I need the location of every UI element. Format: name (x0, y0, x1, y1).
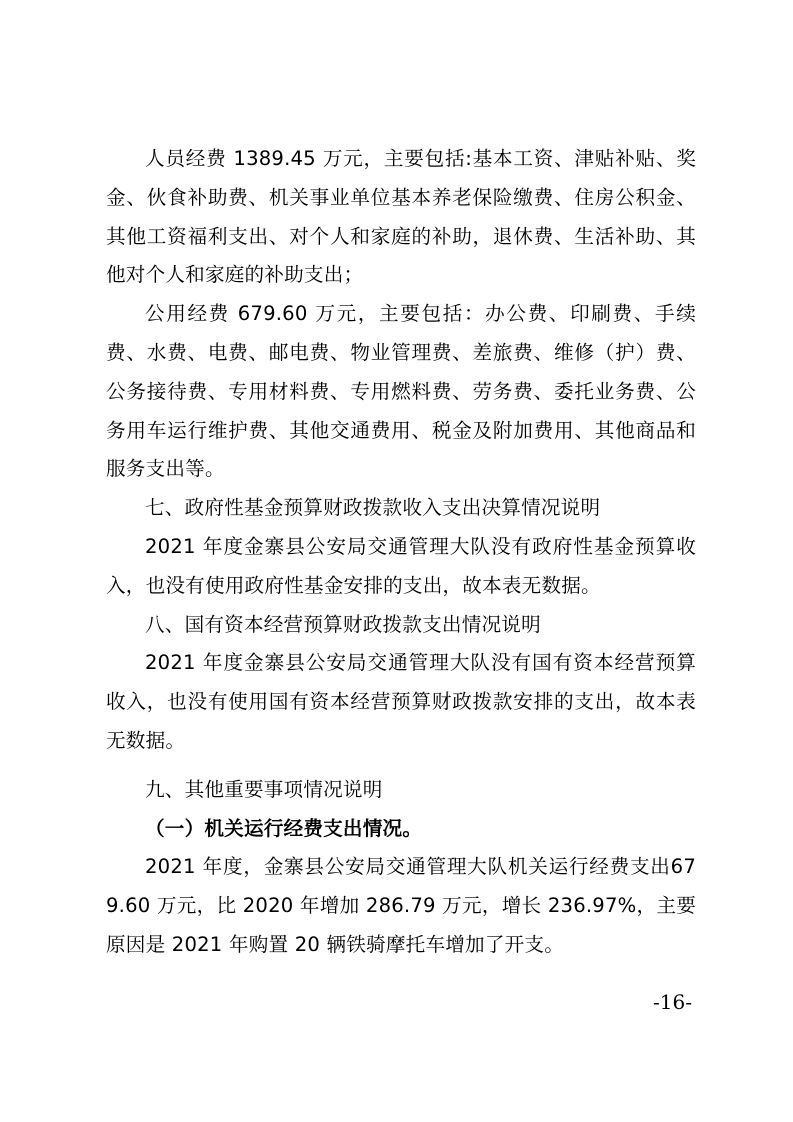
page-number: -16- (653, 990, 692, 1014)
section-9-subheading: （一）机关运行经费支出情况。 (145, 816, 423, 840)
section-7-heading: 七、政府性基金预算财政拨款收入支出决算情况说明 (145, 496, 601, 520)
personnel-expense-paragraph: 人员经费 1389.45 万元，主要包括:基本工资、津贴补贴、奖金、伙食补助费、机关事业单位基本养老保险缴费、住房公积金、其他工资福利支出、对个人和家庭的补助，退休费、生活补助、其他对个人和家庭的补助支出； (106, 147, 696, 287)
public-expense-paragraph: 公用经费 679.60 万元，主要包括：办公费、印刷费、手续费、水费、电费、邮电费、物业管理费、差旅费、维修（护）费、公务接待费、专用材料费、专用燃料费、劳务费、委托业务费、公务用车运行维护费、其他交通费用、税金及附加费用、其他商品和服务支出等。 (106, 302, 696, 481)
section-8-paragraph: 2021 年度金寨县公安局交通管理大队没有国有资本经营预算收入，也没有使用国有资本经营预算财政拨款安排的支出，故本表无数据。 (106, 651, 696, 752)
document-body (106, 140, 696, 965)
operating-expense-paragraph: 2021 年度，金寨县公安局交通管理大队机关运行经费支出679.60 万元，比 2020 年增加 286.79 万元，增长 236.97%，主要原因是 2021 年购置 20 辆铁骑摩托车增加了开支。 (106, 855, 696, 956)
section-8-heading: 八、国有资本经营预算财政拨款支出情况说明 (145, 612, 541, 636)
section-9-heading: 九、其他重要事项情况说明 (145, 777, 383, 801)
section-7-paragraph: 2021 年度金寨县公安局交通管理大队没有政府性基金预算收入，也没有使用政府性基金安排的支出，故本表无数据。 (106, 534, 696, 597)
